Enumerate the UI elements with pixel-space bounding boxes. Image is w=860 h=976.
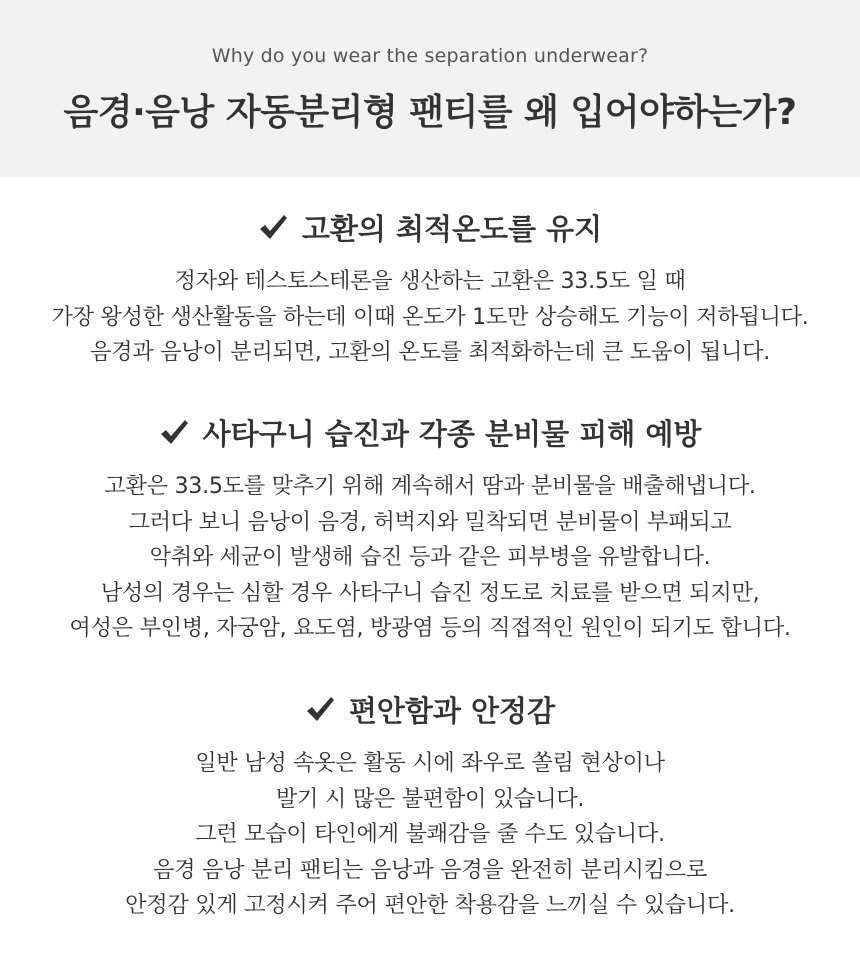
body-line: 정자와 테스토스테론을 생산하는 고환은 33.5도 일 때 [174, 268, 686, 294]
body-line: 안정감 있게 고정시켜 주어 편안한 착용감을 느끼실 수 있습니다. [125, 892, 735, 918]
body-line: 일반 남성 속옷은 활동 시에 좌우로 쏠림 현상이나 [195, 750, 665, 776]
section-heading-text: 사타구니 습진과 각종 분비물 피해 예방 [202, 416, 702, 451]
checkmark-icon [258, 212, 288, 242]
section-eczema-prevention [0, 412, 860, 647]
section-body [0, 746, 860, 924]
section-heading [0, 412, 860, 452]
section-comfort-stability [0, 689, 860, 924]
header-title: 음경·음낭 자동분리형 팬티를 왜 입어야하는가? [63, 92, 797, 133]
body-line: 그런 모습이 타인에게 불쾌감을 줄 수도 있습니다. [195, 821, 665, 847]
section-heading-text: 고환의 최적온도를 유지 [301, 211, 603, 246]
header-banner [0, 0, 860, 177]
body-line: 음경 음낭 분리 팬티는 음낭과 음경을 완전히 분리시킴으로 [152, 856, 708, 883]
body-line: 가장 왕성한 생산활동을 하는데 이때 온도가 1도만 상승해도 기능이 저하됩니다. [51, 303, 809, 330]
body-line: 고환은 33.5도를 맞추기 위해 계속해서 땀과 분비물을 배출해냅니다. [104, 473, 756, 499]
section-heading [0, 689, 860, 729]
body-line: 남성의 경우는 심할 경우 사타구니 습진 정도로 치료를 받으면 되지만, [100, 579, 760, 606]
section-heading [0, 207, 860, 247]
header-subtitle: Why do you wear the separation underwear? [211, 45, 649, 67]
section-heading-text: 편안함과 안정감 [348, 693, 556, 728]
body-line: 발기 시 많은 불편함이 있습니다. [275, 785, 585, 812]
body-line: 그러다 보니 음낭이 음경, 허벅지와 밀착되면 분비물이 부패되고 [128, 508, 732, 535]
checkmark-icon [305, 694, 335, 724]
body-line: 음경과 음낭이 분리되면, 고환의 온도를 최적화하는데 큰 도움이 됩니다. [90, 339, 770, 365]
checkmark-icon [159, 417, 189, 447]
section-body [0, 264, 860, 371]
body-line: 악취와 세균이 발생해 습진 등과 같은 피부병을 유발합니다. [149, 544, 711, 570]
section-body [0, 469, 860, 647]
body-line: 여성은 부인병, 자궁암, 요도염, 방광염 등의 직접적인 원인이 되기도 합니다. [69, 615, 791, 641]
section-testicle-temperature [0, 207, 860, 371]
